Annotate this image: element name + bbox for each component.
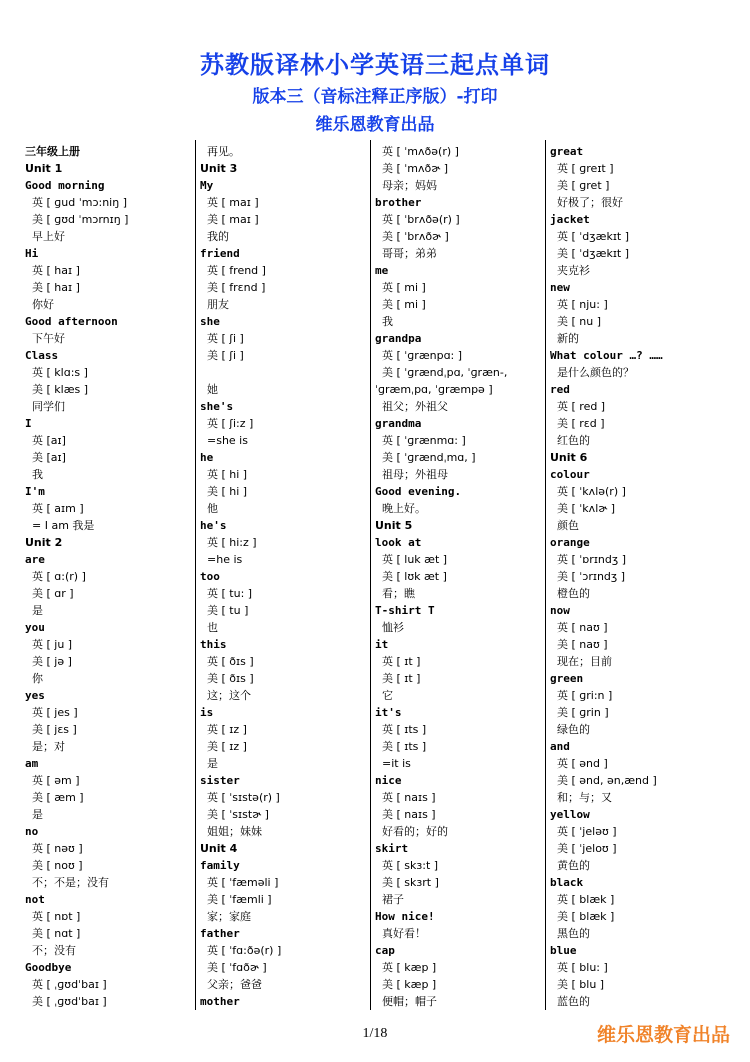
section-heading: Unit 1 [25,162,63,175]
meaning-line: 下午好 [32,332,65,345]
phonetic-line: 英 [aɪ] [32,434,66,447]
meaning-line: 父亲；爸爸 [207,978,262,991]
phonetic-line: 英 [ əm ] [32,774,80,787]
meaning-line: 母亲；妈妈 [382,179,437,192]
phonetic-line: 英 [ red ] [557,400,606,413]
meaning-line: 祖父；外祖父 [382,400,448,413]
vocab-word: am [25,757,39,770]
phonetic-line: 美 [ haɪ ] [32,281,80,294]
column-divider [370,140,371,1010]
phonetic-line: 美 [ frɛnd ] [207,281,266,294]
meaning-line: 不；不是；没有 [32,876,109,889]
phonetic-line: 美 [ blæk ] [557,910,615,923]
phonetic-line: 美 [ ˈbrʌðɚ ] [382,230,449,243]
vocab-word: it's [375,706,402,719]
vocab-word: Good evening. [375,485,462,498]
vocab-word: he's [200,519,227,532]
vocab-word: orange [550,536,590,549]
phonetic-line: 英 [ ˈɡrænmɑ: ] [382,434,466,447]
meaning-line: 这；这个 [207,689,251,702]
phonetic-line: 英 [ haɪ ] [32,264,80,277]
phonetic-line: 英 [ ɪt ] [382,655,421,668]
phonetic-line: 美 [ ˈɔrɪndʒ ] [557,570,626,583]
phonetic-line: 美 [ naʊ ] [557,638,608,651]
vocab-word: great [550,145,584,158]
page-subtitle: 版本三（音标注释正序版）-打印 [252,87,498,107]
phonetic-line: 美 [ maɪ ] [207,213,259,226]
phonetic-line: 英 [ ɡri:n ] [557,689,613,702]
meaning-line: 恤衫 [382,621,404,634]
phonetic-line: 英 [ naɪs ] [382,791,436,804]
phonetic-line: 英 [ jes ] [32,706,78,719]
phonetic-line: 美 [ lʊk æt ] [382,570,447,583]
phonetic-line: 美 [ ˈɡrændˌpɑ, ˈɡræn-, [382,366,508,379]
phonetic-line: 美 [ ɪts ] [382,740,427,753]
phonetic-line: 美 [ ənd, ən,ænd ] [557,774,657,787]
vocab-word: sister [200,774,240,787]
vocab-word: it [375,638,389,651]
phonetic-line: 美 [ blu ] [557,978,605,991]
meaning-line: 我 [382,315,393,328]
meaning-line: 裙子 [382,893,404,906]
vocab-word: red [550,383,570,396]
meaning-line: 不；没有 [32,944,76,957]
meaning-line: 我 [32,468,43,481]
meaning-line: 是；对 [32,740,65,753]
phonetic-line: 英 [ ˈbrʌðə(r) ] [382,213,460,226]
meaning-line: 新的 [557,332,579,345]
vocab-word: grandpa [375,332,422,345]
phonetic-line: 英 [ ənd ] [557,757,608,770]
vocab-word: and [550,740,570,753]
meaning-line: 蓝色的 [557,995,590,1008]
phonetic-line: 美 [ hi ] [207,485,248,498]
meaning-line: 是 [32,604,43,617]
section-heading: Unit 6 [550,451,588,464]
phonetic-line: 英 [ ɡud ˈmɔ:niŋ ] [32,196,127,209]
meaning-line: 你好 [32,298,54,311]
vocab-word: Goodbye [25,961,72,974]
text-line [200,364,368,381]
meaning-line: =it is [382,757,411,770]
meaning-line: 黑色的 [557,927,590,940]
vocab-word: no [25,825,39,838]
phonetic-line: 美 [ rɛd ] [557,417,605,430]
phonetic-line: 美 [ æm ] [32,791,84,804]
column-divider [195,140,196,1010]
meaning-line: 和；与；又 [557,791,612,804]
meaning-line: 家；家庭 [207,910,251,923]
phonetic-line: 美 [ nɑt ] [32,927,81,940]
vocab-word: mother [200,995,240,1008]
vocab-word: My [200,179,214,192]
vocab-word: too [200,570,220,583]
vocab-word: is [200,706,214,719]
phonetic-line: 美 [ jə ] [32,655,72,668]
phonetic-line: 英 [ ðɪs ] [207,655,254,668]
meaning-line: 红色的 [557,434,590,447]
meaning-line: 同学们 [32,400,65,413]
phonetic-line: 英 [ ɑ:(r) ] [32,570,86,583]
phonetic-line: 美 [ ɡrin ] [557,706,609,719]
vocab-word: brother [375,196,422,209]
phonetic-line: 英 [ ˈdʒækɪt ] [557,230,630,243]
vocab-word: green [550,672,584,685]
meaning-line: 真好看！ [382,927,426,940]
phonetic-line: 英 [ ɡreɪt ] [557,162,614,175]
vocab-word: she's [200,400,234,413]
meaning-line: 是 [207,757,218,770]
phonetic-line: 美 [ ˈɡrændˌmɑ, ] [382,451,476,464]
meaning-line: 黄色的 [557,859,590,872]
vocab-word: How nice! [375,910,435,923]
phonetic-line: 美 [ ˈsɪstɚ ] [207,808,269,821]
vocab-word: Hi [25,247,39,260]
vocab-word: colour [550,468,590,481]
phonetic-line: 英 [ naʊ ] [557,621,608,634]
phonetic-line: 美 [ ˈdʒækɪt ] [557,247,630,260]
vocab-column-3 [375,143,543,1013]
publisher-line: 维乐恩教育出品 [315,115,435,135]
vocab-word: black [550,876,584,889]
meaning-line: 哥哥；弟弟 [382,247,437,260]
phonetic-line: 美 [aɪ] [32,451,66,464]
phonetic-line: 美 [ ˈjeloʊ ] [557,842,617,855]
text-line: ˈɡræmˌpɑ, ˈɡræmpə ] [375,383,493,396]
phonetic-line: 英 [ blæk ] [557,893,615,906]
phonetic-line: 英 [ aɪm ] [32,502,84,515]
vocab-word: Good afternoon [25,315,118,328]
meaning-line: =he is [207,553,243,566]
vocab-word: T-shirt T [375,604,435,617]
meaning-line: 现在；目前 [557,655,612,668]
vocab-word: not [25,893,45,906]
meaning-line: 夹克衫 [557,264,590,277]
phonetic-line: 英 [ skɜ:t ] [382,859,439,872]
phonetic-line: 美 [ ˈfɑðɚ ] [207,961,267,974]
vocab-word: family [200,859,240,872]
meaning-line: 朋友 [207,298,229,311]
phonetic-line: 美 [ ˈfæmli ] [207,893,272,906]
phonetic-line: 英 [ ˌɡʊdˈbaɪ ] [32,978,107,991]
watermark-logo: 维乐恩教育出品 [596,1024,730,1046]
meaning-line: 看；瞧 [382,587,415,600]
vocab-word: What colour …? …… [550,349,663,362]
phonetic-line: 美 [ ˌɡʊdˈbaɪ ] [32,995,107,1008]
vocab-word: father [200,927,240,940]
vocab-word: Class [25,349,59,362]
column-divider [545,140,546,1010]
phonetic-line: 美 [ nu ] [557,315,602,328]
phonetic-line: 英 [ ˈfæməli ] [207,876,279,889]
vocab-word: cap [375,944,395,957]
meaning-line: 是 [32,808,43,821]
phonetic-line: 英 [ ˈɡrænpɑ: ] [382,349,463,362]
phonetic-line: 英 [ hi:z ] [207,536,257,549]
meaning-line: 是什么颜色的？ [557,366,634,379]
phonetic-line: 美 [ ˈkʌlɚ ] [557,502,616,515]
vocab-word: look at [375,536,422,549]
section-heading: Unit 2 [25,536,63,549]
phonetic-line: 英 [ frend ] [207,264,266,277]
phonetic-line: 英 [ ˈsɪstə(r) ] [207,791,280,804]
phonetic-line: 英 [ ˈkʌlə(r) ] [557,485,626,498]
section-heading: Unit 4 [200,842,238,855]
meaning-line: = I am 我是 [32,519,95,532]
phonetic-line: 美 [ noʊ ] [32,859,83,872]
meaning-line: 早上好 [32,230,65,243]
phonetic-line: 英 [ ˈɒrɪndʒ ] [557,553,626,566]
meaning-line: 她 [207,383,218,396]
phonetic-line: 英 [ klɑ:s ] [32,366,88,379]
meaning-line: =she is [207,434,248,447]
phonetic-line: 英 [ ˈjeləʊ ] [557,825,617,838]
section-heading: Unit 3 [200,162,238,175]
phonetic-line: 英 [ nəʊ ] [32,842,83,855]
vocab-word: I'm [25,485,45,498]
phonetic-line: 英 [ mi ] [382,281,426,294]
phonetic-line: 美 [ ɪt ] [382,672,421,685]
vocab-word: I [25,417,32,430]
meaning-line: 便帽；帽子 [382,995,437,1008]
meaning-line: 晚上好。 [382,502,426,515]
vocab-word: you [25,621,45,634]
vocab-word: me [375,264,389,277]
phonetic-line: 美 [ klæs ] [32,383,89,396]
phonetic-line: 英 [ tu: ] [207,587,253,600]
vocab-word: blue [550,944,577,957]
phonetic-line: 美 [ ɡret ] [557,179,610,192]
page-title: 苏教版译林小学英语三起点单词 [200,51,550,79]
meaning-line: 姐姐；妹妹 [207,825,262,838]
vocab-word: skirt [375,842,409,855]
vocab-word: he [200,451,214,464]
phonetic-line: 英 [ luk æt ] [382,553,448,566]
phonetic-line: 英 [ ʃi:z ] [207,417,254,430]
phonetic-line: 美 [ ɑr ] [32,587,74,600]
phonetic-line: 英 [ hi ] [207,468,248,481]
vocab-column-4 [550,143,730,1013]
meaning-line: 好看的；好的 [382,825,448,838]
phonetic-line: 美 [ skɜrt ] [382,876,439,889]
phonetic-line: 英 [ blu: ] [557,961,608,974]
meaning-line: 也 [207,621,218,634]
phonetic-line: 英 [ ju ] [32,638,73,651]
vocab-word: this [200,638,227,651]
meaning-line: 他 [207,502,218,515]
vocab-word: nice [375,774,402,787]
vocab-word: yellow [550,808,590,821]
meaning-line: 好极了；很好 [557,196,623,209]
page-number: 1/18 [362,1026,388,1041]
vocab-word: friend [200,247,240,260]
phonetic-line: 美 [ ʃi ] [207,349,244,362]
phonetic-line: 英 [ ɪz ] [207,723,247,736]
vocab-word: now [550,604,570,617]
vocab-word: grandma [375,417,422,430]
phonetic-line: 英 [ ˈfɑ:ðə(r) ] [207,944,282,957]
phonetic-line: 英 [ nju: ] [557,298,608,311]
phonetic-line: 英 [ ɪts ] [382,723,427,736]
meaning-line: 绿色的 [557,723,590,736]
vocab-column-2 [200,143,368,1013]
phonetic-line: 英 [ ˈmʌðə(r) ] [382,145,459,158]
phonetic-line: 英 [ nɒt ] [32,910,81,923]
vocab-word: Good morning [25,179,105,192]
vocab-word: jacket [550,213,590,226]
phonetic-line: 美 [ tu ] [207,604,249,617]
section-heading: Unit 5 [375,519,413,532]
meaning-line: 你 [32,672,43,685]
phonetic-line: 美 [ naɪs ] [382,808,436,821]
phonetic-line: 英 [ kæp ] [382,961,437,974]
meaning-line: 祖母；外祖母 [382,468,448,481]
phonetic-line: 美 [ ɡʊd ˈmɔrnɪŋ ] [32,213,129,226]
phonetic-line: 美 [ ˈmʌðɚ ] [382,162,449,175]
phonetic-line: 英 [ ʃi ] [207,332,244,345]
vocab-word: are [25,553,45,566]
phonetic-line: 美 [ ɪz ] [207,740,247,753]
meaning-line: 再见。 [207,145,240,158]
meaning-line: 它 [382,689,393,702]
vocab-word: new [550,281,570,294]
phonetic-line: 美 [ ðɪs ] [207,672,254,685]
meaning-line: 橙色的 [557,587,590,600]
phonetic-line: 美 [ kæp ] [382,978,437,991]
meaning-line: 我的 [207,230,229,243]
phonetic-line: 英 [ maɪ ] [207,196,259,209]
vocab-column-1 [25,143,193,1013]
vocab-word: she [200,315,220,328]
section-heading: 三年级上册 [25,145,80,158]
meaning-line: 颜色 [557,519,579,532]
vocab-word: yes [25,689,45,702]
phonetic-line: 美 [ jɛs ] [32,723,77,736]
phonetic-line: 美 [ mi ] [382,298,426,311]
